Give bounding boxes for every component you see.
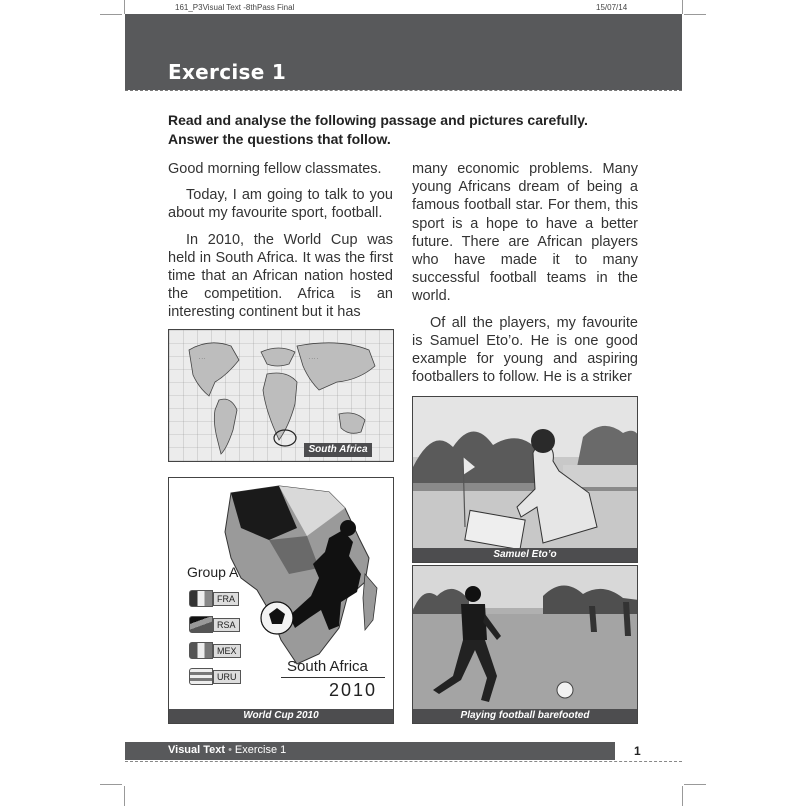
barefoot-football-photo-figure — [412, 565, 638, 724]
slug-date: 15/07/14 — [596, 3, 628, 12]
passage-right-column — [412, 160, 638, 386]
instruction-line-1: Read and analyse the following passage and pictures carefully. — [168, 112, 588, 128]
crop-mark — [682, 0, 683, 14]
crop-mark — [100, 784, 122, 785]
footer-section: Visual Text — [168, 744, 226, 756]
passage-paragraph: Today, I am going to talk to you about my favourite sport, football. — [168, 187, 393, 222]
poster-caption: World Cup 2010 — [169, 709, 393, 723]
map-caption: South Africa — [304, 443, 372, 457]
crop-mark — [124, 0, 125, 14]
samuel-etoo-photo-figure — [412, 396, 638, 563]
passage-paragraph: In 2010, the World Cup was held in South Africa. It was the first time that an African nation hosted the competition. Africa is an interesting continent but it has — [168, 231, 393, 321]
group-label: Group A — [187, 564, 239, 580]
footer-exercise: Exercise 1 — [234, 744, 287, 756]
footer-label — [168, 744, 286, 756]
crop-mark — [684, 784, 706, 785]
passage-paragraph: Of all the players, my favourite is Samuel Eto’o. He is one good example for young and aspiring footballers to follow. He is a striker — [412, 314, 638, 386]
instruction — [168, 111, 638, 149]
team-code: MEX — [213, 644, 241, 658]
team-code: FRA — [213, 592, 239, 606]
photo2-caption: Playing football barefooted — [413, 709, 637, 723]
team-badge — [189, 616, 241, 633]
header-divider — [125, 90, 682, 91]
poster-rule — [281, 677, 385, 678]
flag-icon — [189, 668, 213, 685]
team-badge — [189, 590, 241, 607]
passage-left-column — [168, 160, 393, 322]
world-cup-poster-figure — [168, 477, 394, 724]
svg-text:· · ·: · · · — [199, 356, 206, 361]
crop-mark — [684, 14, 706, 15]
team-badge — [189, 668, 241, 685]
poster-title: South Africa — [287, 658, 368, 675]
team-code: RSA — [213, 618, 240, 632]
svg-text:· · · ·: · · · · — [309, 356, 318, 361]
footer-separator-icon: • — [228, 744, 232, 756]
team-badge — [189, 642, 241, 659]
slug-filename: 161_P3Visual Text -8thPass Final — [175, 3, 295, 12]
world-map-figure — [168, 329, 394, 462]
flag-icon — [189, 590, 213, 607]
flag-icon — [189, 616, 213, 633]
crop-mark — [682, 786, 683, 806]
crop-mark — [100, 14, 122, 15]
footer-divider — [125, 761, 682, 762]
passage-greeting: Good morning fellow classmates. — [168, 161, 382, 177]
page-title: Exercise 1 — [168, 60, 287, 84]
team-list — [189, 590, 241, 685]
passage-paragraph: many economic problems. Many young Africans dream of being a famous football star. For them, this sport is a hope to have a better future. There are African players who have made it to many successful football teams in the world. — [412, 161, 638, 305]
barefoot-football-photo — [413, 566, 638, 710]
photo1-caption: Samuel Eto’o — [413, 548, 637, 562]
crop-mark — [124, 786, 125, 806]
team-code: URU — [213, 670, 241, 684]
flag-icon — [189, 642, 213, 659]
page-number: 1 — [634, 744, 641, 758]
samuel-etoo-photo — [413, 397, 638, 549]
instruction-line-2: Answer the questions that follow. — [168, 131, 391, 147]
poster-year: 2010 — [329, 680, 378, 700]
